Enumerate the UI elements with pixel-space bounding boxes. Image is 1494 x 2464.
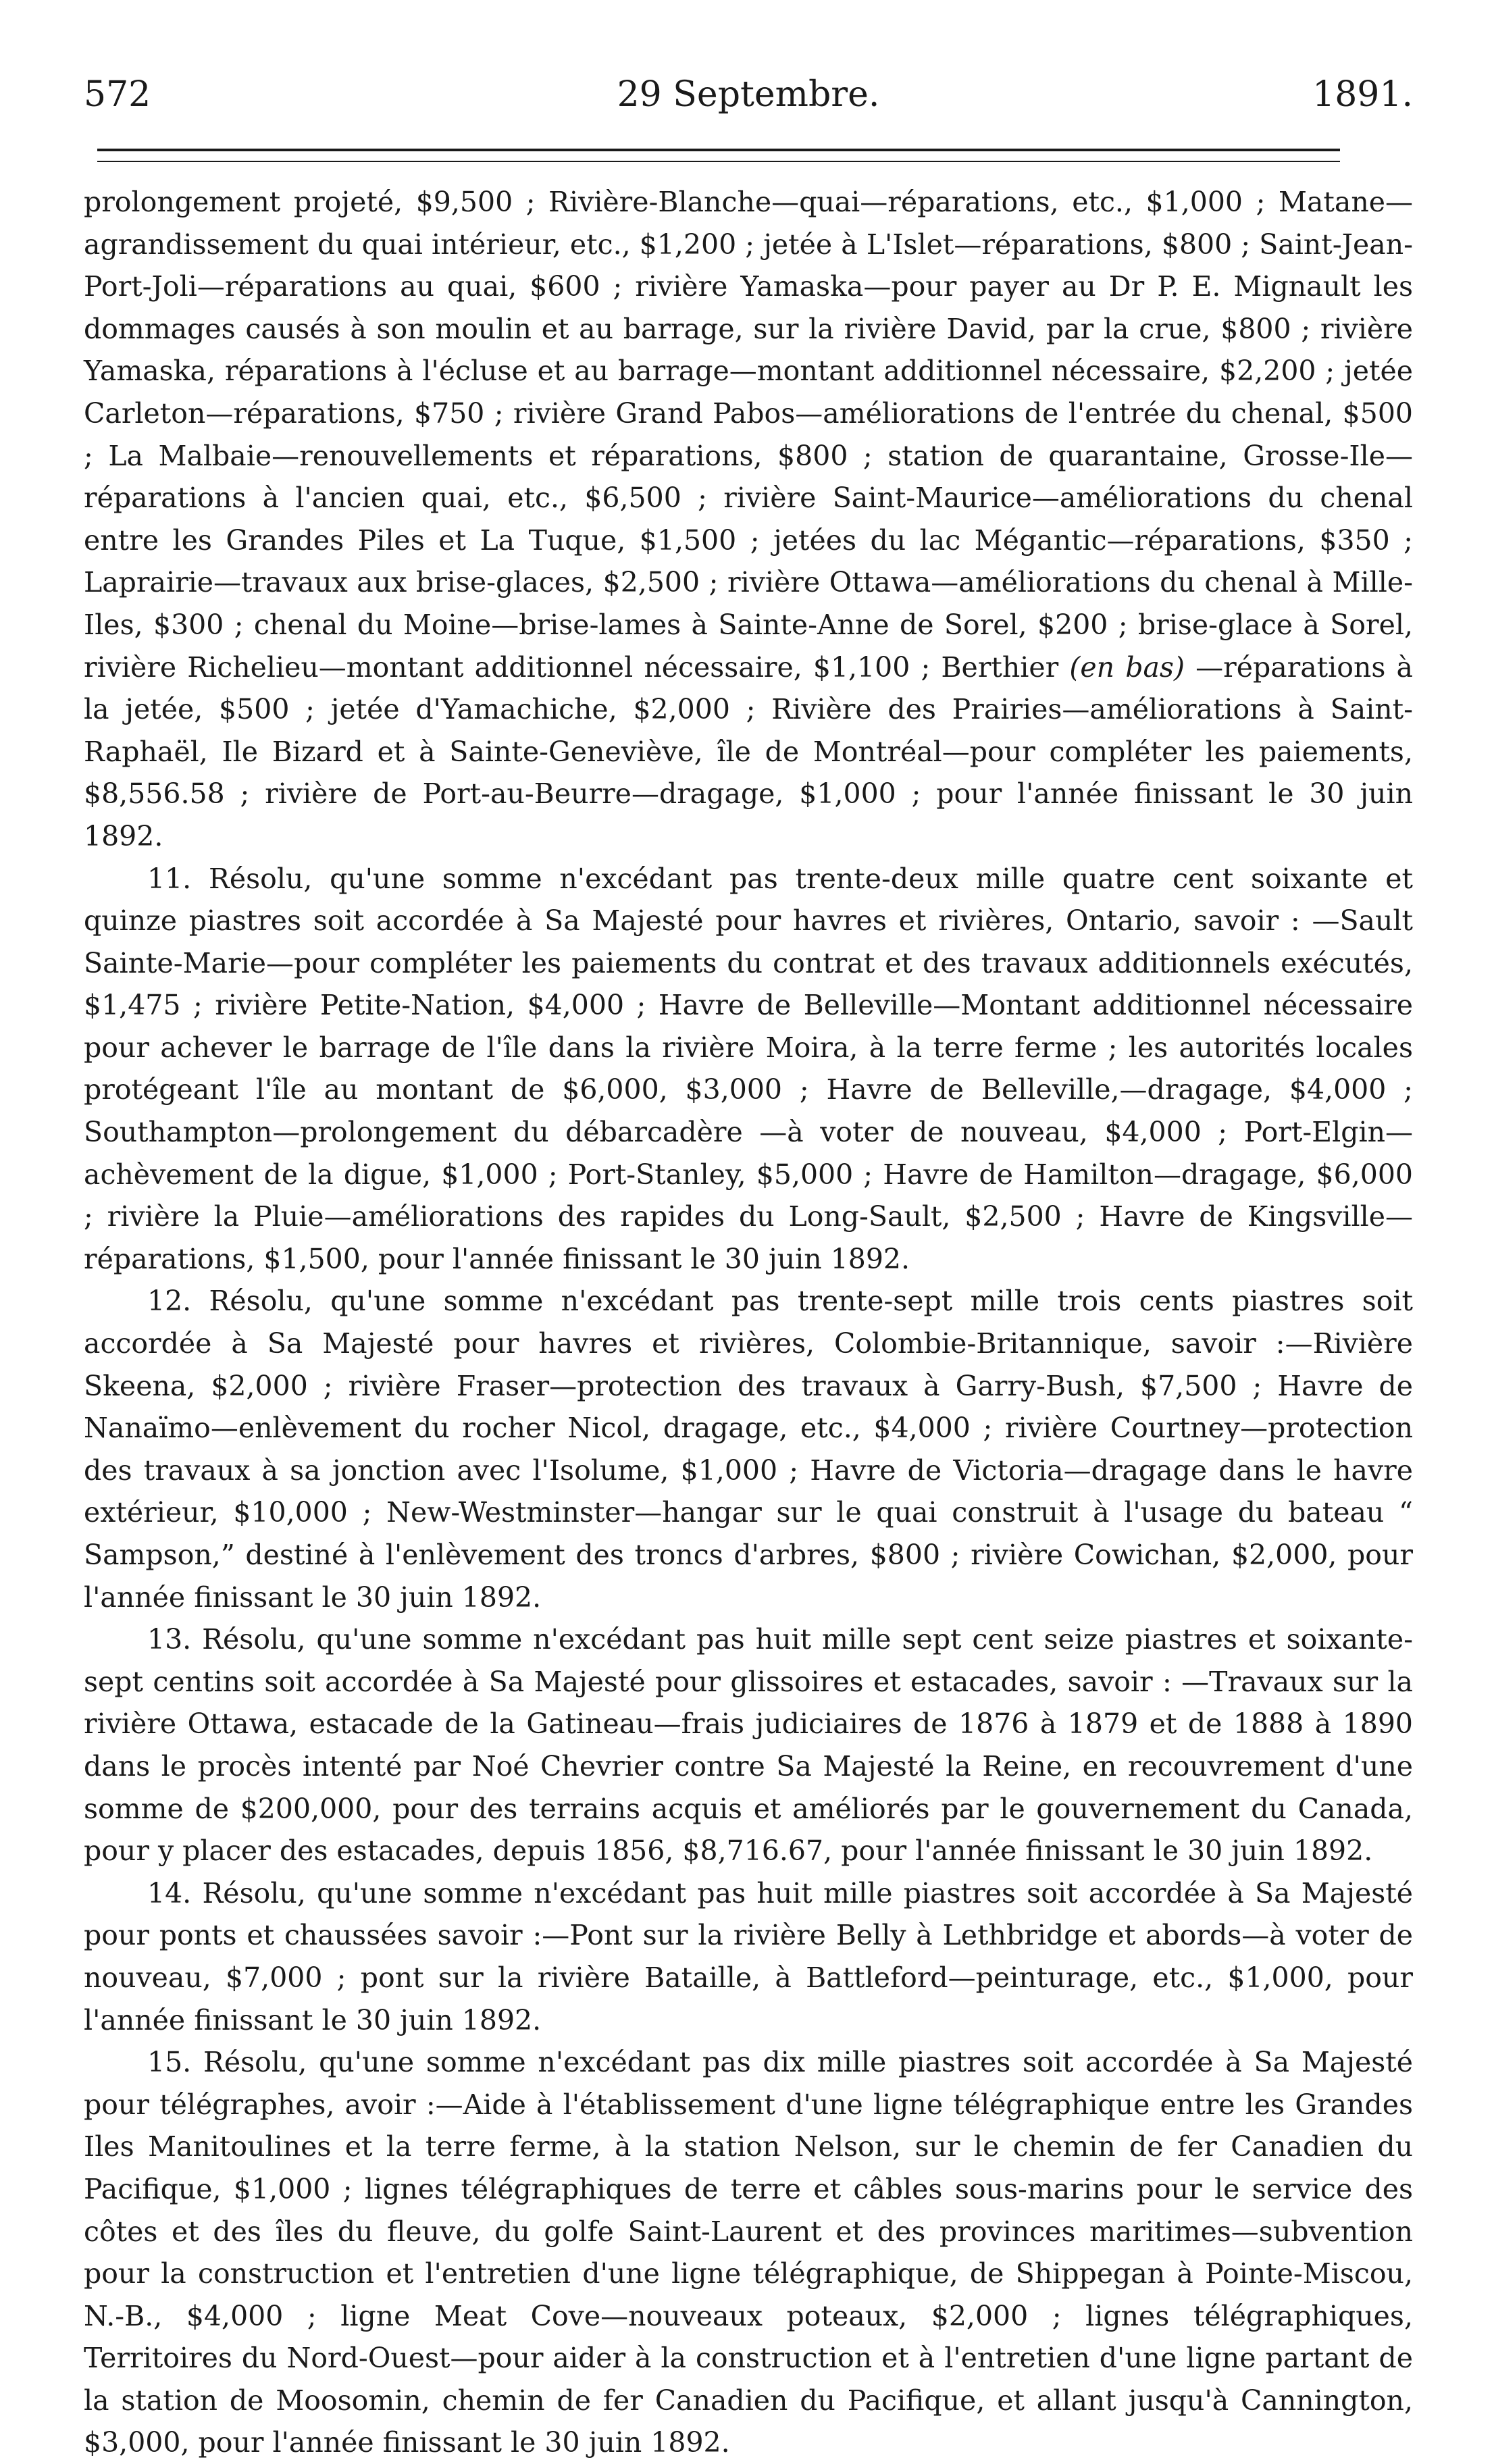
- header-year: 1891.: [1312, 74, 1413, 115]
- paragraph-text: 15. Résolu, qu'une somme n'excédant pas dix mille piastres soit accordée à Sa Majesté pour télégraphes, avoir :—Aide à l'établissement d'une ligne télégraphique entre les Grandes Iles Manitoulines et la terre ferme, à la station Nelson, sur le chemin de fer Canadien du Pacifique, $1,000 ; lignes télégraphiques de terre et câbles sous-marins pour le service des côtes et des îles du fleuve, du golfe Saint-Laurent et des provinces maritimes—subvention pour la construction et l'entretien d'une ligne télégraphique, de Shippegan à Pointe-Miscou, N.-B., $4,000 ; ligne Meat Cove—nouveaux poteaux, $2,000 ; lignes télégraphiques, Territoires du Nord-Ouest—pour aider à la construction et à l'entretien d'une ligne partant de la station de Moosomin, chemin de fer Canadien du Pacifique, et allant jusqu'à Cannington, $3,000, pour l'année finissant le 30 juin 1892.: [84, 2046, 1413, 2459]
- paragraph-text: 13. Résolu, qu'une somme n'excédant pas huit mille sept cent seize piastres et soixante-sept centins soit accordée à Sa Majesté pour glissoires et estacades, savoir : —Travaux sur la rivière Ottawa, estacade de la Gatineau—frais judiciaires de 1876 à 1879 et de 1888 à 1890 dans le procès intenté par Noé Chevrier contre Sa Majesté la Reine, en recouvrement d'une somme de $200,000, pour des terrains acquis et améliorés par le gouvernement du Canada, pour y placer des estacades, depuis 1856, $8,716.67, pour l'année finissant le 30 juin 1892.: [84, 1623, 1413, 1868]
- paragraph-resolution-13: [84, 1618, 1413, 1872]
- paragraph-resolution-14: [84, 1872, 1413, 2041]
- paragraph-resolution-12: [84, 1280, 1413, 1618]
- paragraph-text: 14. Résolu, qu'une somme n'excédant pas huit mille piastres soit accordée à Sa Majesté pour ponts et chaussées savoir :—Pont sur la rivière Belly à Lethbridge et abords—à voter de nouveau, $7,000 ; pont sur la rivière Bataille, à Battleford—peinturage, etc., $1,000, pour l'année finissant le 30 juin 1892.: [84, 1876, 1413, 2036]
- paragraph-continuation: [84, 181, 1413, 858]
- document-page: [84, 68, 1413, 2464]
- page-number: 572: [84, 74, 151, 115]
- header-date: 29 Septembre.: [617, 74, 880, 115]
- body-text: [84, 181, 1413, 2464]
- paragraph-resolution-15: [84, 2041, 1413, 2464]
- paragraph-text: 12. Résolu, qu'une somme n'excédant pas trente-sept mille trois cents piastres soit accordée à Sa Majesté pour havres et rivières, Colombie-Britannique, savoir :—Rivière Skeena, $2,000 ; rivière Fraser—protection des travaux à Garry-Bush, $7,500 ; Havre de Nanaïmo—enlèvement du rocher Nicol, dragage, etc., $4,000 ; rivière Courtney—protection des travaux à sa jonction avec l'Isolume, $1,000 ; Havre de Victoria—dragage dans le havre extérieur, $10,000 ; New-Westminster—hangar sur le quai construit à l'usage du bateau “ Sampson,” destiné à l'enlèvement des troncs d'arbres, $800 ; rivière Cowichan, $2,000, pour l'année finissant le 30 juin 1892.: [84, 1285, 1413, 1614]
- page-header: [84, 68, 1413, 122]
- paragraph-text: prolongement projeté, $9,500 ; Rivière-Blanche—quai—réparations, etc., $1,000 ; Matane—agrandissement du quai intérieur, etc., $1,200 ; jetée à L'Islet—réparations, $800 ; Saint-Jean-Port-Joli—réparations au quai, $600 ; rivière Yamaska—pour payer au Dr P. E. Mignault les dommages causés à son moulin et au barrage, sur la rivière David, par la crue, $800 ; rivière Yamaska, réparations à l'écluse et au barrage—montant additionnel nécessaire, $2,200 ; jetée Carleton—réparations, $750 ; rivière Grand Pabos—améliorations de l'entrée du chenal, $500 ; La Malbaie—renouvellements et réparations, $800 ; station de quarantaine, Grosse-Ile—réparations à l'ancien quai, etc., $6,500 ; rivière Saint-Maurice—améliorations du chenal entre les Grandes Piles et La Tuque, $1,500 ; jetées du lac Mégantic—réparations, $350 ; Laprairie—travaux aux brise-glaces, $2,500 ; rivière Ottawa—améliorations du chenal à Mille-Iles, $300 ; chenal du Moine—brise-lames à Sainte-Anne de Sorel, $200 ; brise-glace à Sorel, rivière Richelieu—montant additionnel nécessaire, $1,100 ; Berthier: [84, 186, 1413, 684]
- paragraph-resolution-11: [84, 858, 1413, 1281]
- paragraph-italic: (en bas): [1069, 650, 1185, 684]
- paragraph-text: 11. Résolu, qu'une somme n'excédant pas trente-deux mille quatre cent soixante et quinze piastres soit accordée à Sa Majesté pour havres et rivières, Ontario, savoir : —Sault Sainte-Marie—pour compléter les paiements du contrat et des travaux additionnels exécutés, $1,475 ; rivière Petite-Nation, $4,000 ; Havre de Belleville—Montant additionnel nécessaire pour achever le barrage de l'île dans la rivière Moira, à la terre ferme ; les autorités locales protégeant l'île au montant de $6,000, $3,000 ; Havre de Belleville,—dragage, $4,000 ; Southampton—prolongement du débarcadère —à voter de nouveau, $4,000 ; Port-Elgin—achèvement de la digue, $1,000 ; Port-Stanley, $5,000 ; Havre de Hamilton—dragage, $6,000 ; rivière la Pluie—améliorations des rapides du Long-Sault, $2,500 ; Havre de Kingsville—réparations, $1,500, pour l'année finissant le 30 juin 1892.: [84, 862, 1413, 1275]
- header-rule: [97, 149, 1340, 162]
- paragraph-text: —réparations à la jetée, $500 ; jetée d'Yamachiche, $2,000 ; Rivière des Prairies—améliorations à Saint-Raphaël, Ile Bizard et à Sainte-Geneviève, île de Montréal—pour compléter les paiements, $8,556.58 ; rivière de Port-au-Beurre—dragage, $1,000 ; pour l'année finissant le 30 juin 1892.: [84, 650, 1413, 852]
